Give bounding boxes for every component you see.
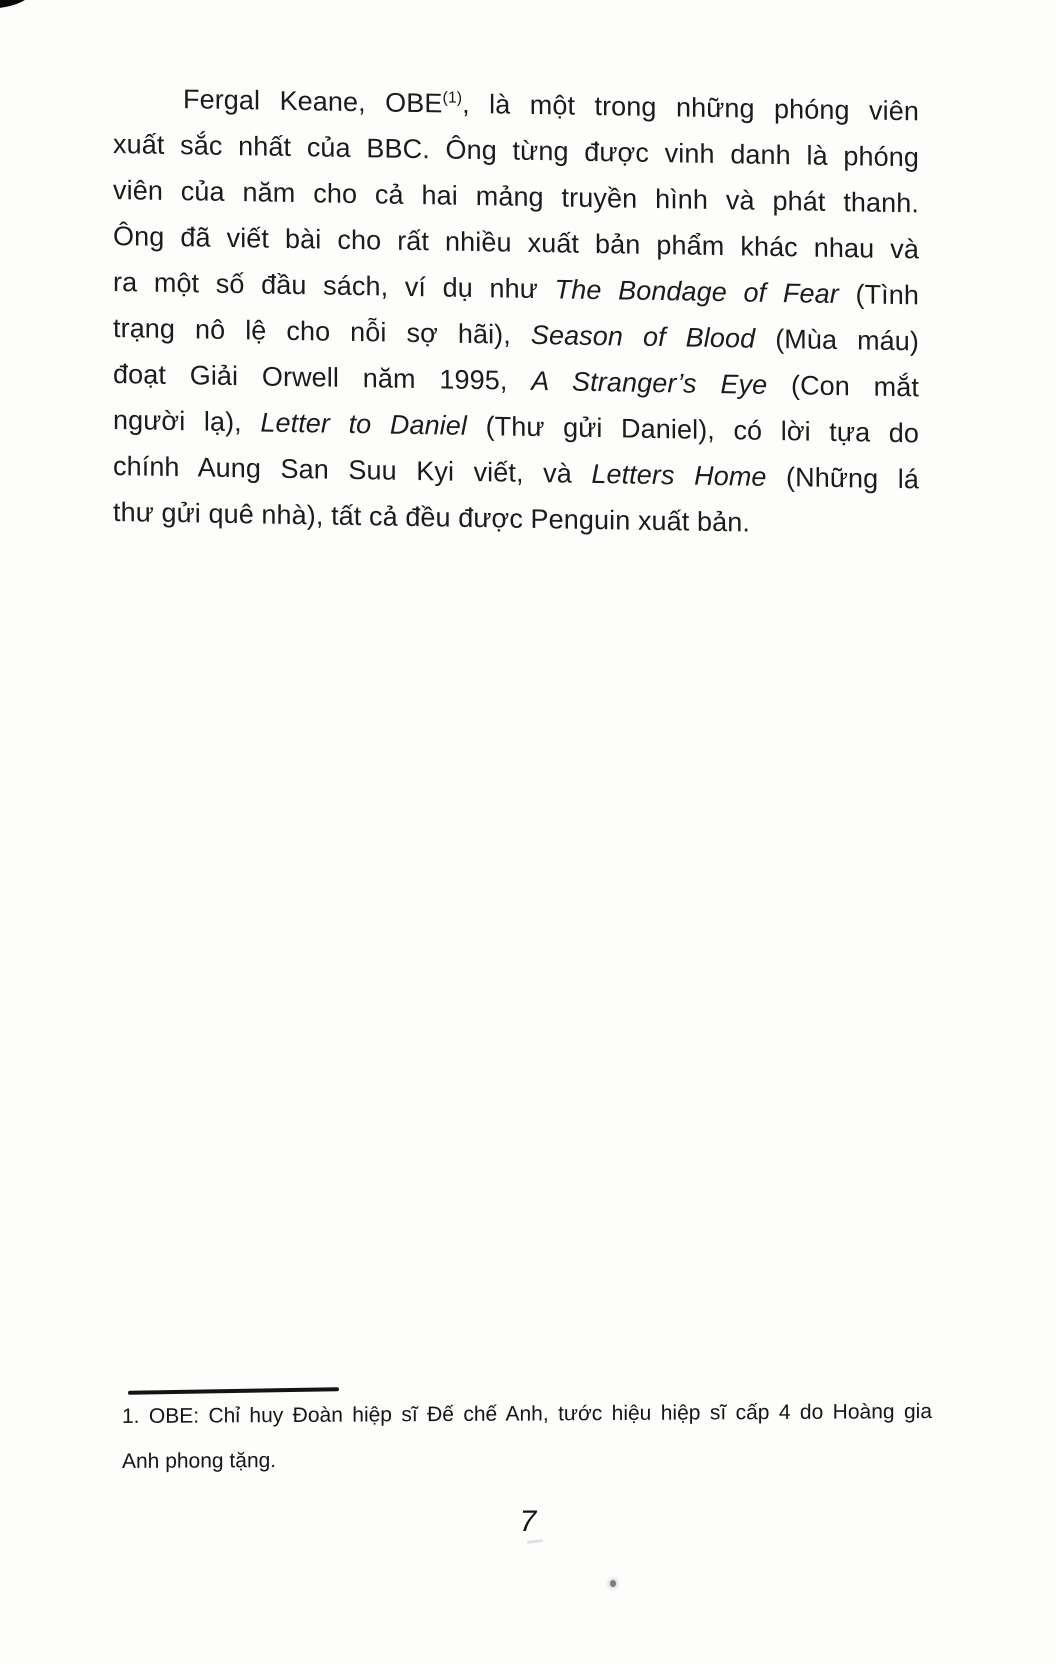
footnote-line: Anh phong tặng. (122, 1449, 277, 1473)
book-title-segment: A Stranger’s Eye (531, 365, 768, 400)
footnote-line: 1. OBE: Chỉ huy Đoàn hiệp sĩ Đế chế Anh, tước hiệu hiệp sĩ cấp 4 do Hoàng gia (122, 1400, 932, 1428)
text-segment: người lạ), (113, 405, 261, 438)
text-segment: , là một trong những phóng viên (462, 88, 919, 127)
text-segment: xuất sắc nhất của BBC. Ông từng được vinh danh là phóng (113, 129, 919, 173)
text-segment: (Những lá (766, 461, 919, 495)
book-title-segment: The Bondage of Fear (554, 274, 839, 310)
book-title-segment: Letters Home (591, 458, 767, 492)
text-segment: (Tình (838, 279, 919, 311)
book-title-segment: Season of Blood (530, 319, 756, 354)
text-segment: (Con mắt (767, 369, 919, 403)
text-segment: viên của năm cho cả hai mảng truyền hình và phát thanh. (113, 175, 919, 219)
text-segment: Fergal Keane, OBE (183, 84, 443, 119)
text-segment: chính Aung San Suu Kyi viết, và (113, 451, 592, 489)
text-segment: ra một số đầu sách, ví dụ như (113, 267, 555, 305)
scan-smudge-artifact (527, 1539, 543, 1544)
text-segment: (Thư gửi Daniel), có lời tựa do (467, 410, 919, 449)
footnote-marker: (1) (442, 89, 463, 107)
book-title-segment: Letter to Daniel (260, 407, 467, 441)
scan-corner-artifact (0, 0, 31, 12)
text-segment: đoạt Giải Orwell năm 1995, (113, 359, 532, 396)
page-number: 7 (519, 1505, 537, 1538)
text-segment: (Mùa máu) (755, 323, 919, 357)
scan-speck-artifact (610, 1580, 616, 1587)
footnote (122, 1389, 932, 1484)
text-segment: thư gửi quê nhà), tất cả đều được Penguin xuất bản. (113, 497, 750, 538)
text-segment: Ông đã viết bài cho rất nhiều xuất bản phẩm khác nhau và (113, 221, 919, 265)
biography-paragraph (113, 70, 919, 548)
text-segment: trạng nô lệ cho nỗi sợ hãi), (113, 313, 531, 350)
